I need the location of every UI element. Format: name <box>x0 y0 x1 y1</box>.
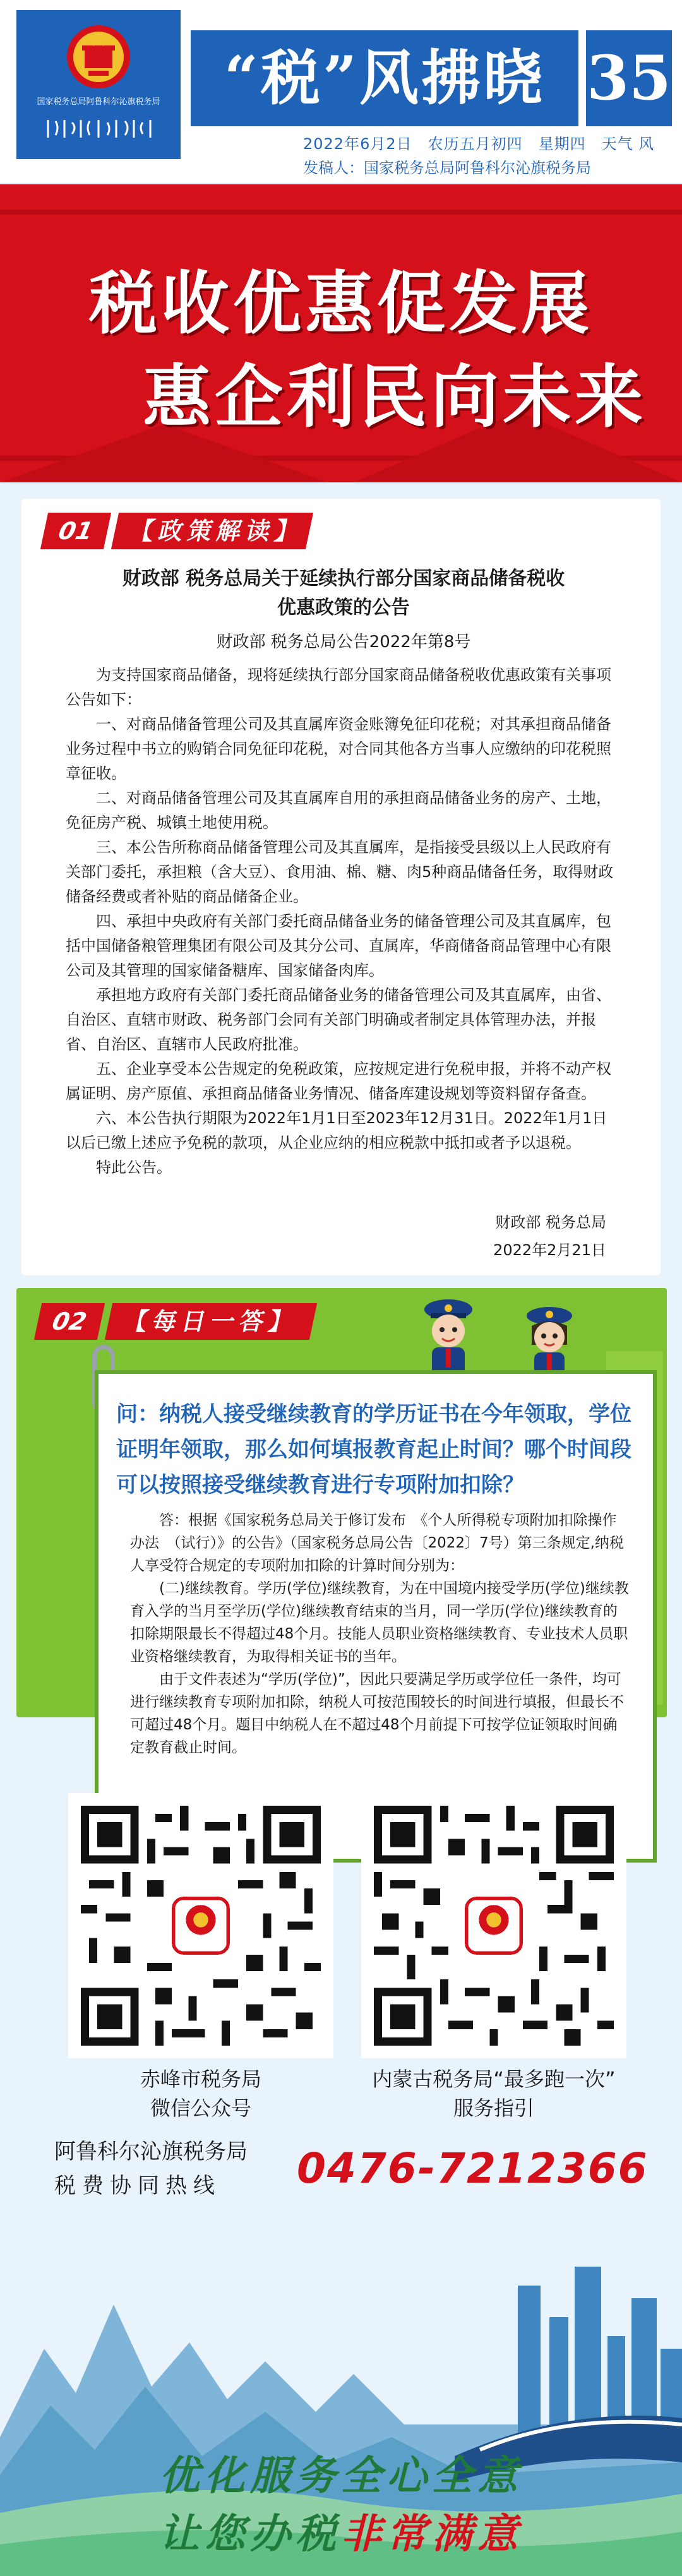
qa-question: 问：纳税人接受继续教育的学历证书在今年领取，学位证明年领取，那么如何填报教育起止时间？哪个时间段可以按照接受继续教育进行专项附加扣除？ <box>116 1402 631 1498</box>
issue-date: 2022年6月2日 农历五月初四 星期四 天气 风 <box>303 135 655 153</box>
qa-card <box>95 1370 657 1863</box>
policy-paragraph: 为支持国家商品储备，现将延续执行部分国家商品储备税收优惠政策有关事项公告如下： <box>66 666 611 708</box>
headline-line-1: 税收优惠促发展 <box>88 265 593 343</box>
qa-answer-paragraph: 答：根据《国家税务总局关于修订发布 《个人所得税专项附加扣除操作办法 （试行）》的公告》（国家税务总局公告〔2022〕7号）第三条规定,纳税人享受符合规定的专项附加扣除的计算时间分别为： <box>130 1512 624 1574</box>
qr-caption-line: 服务指引 <box>453 2096 534 2120</box>
publisher-line <box>303 155 676 177</box>
qr-card-service-guide <box>361 1793 626 2058</box>
policy-paragraph: 五、企业享受本公告规定的免税政策，应按规定进行免税申报，并将不动产权属证明、房产原值、承担商品储备业务情况、储备库建设规划等资料留存备查。 <box>66 1060 611 1102</box>
section-tag <box>38 1303 341 1340</box>
tax-bureau-logo <box>16 10 181 159</box>
section-number: 01 <box>40 513 111 549</box>
logo-caption: 国家税务总局阿鲁科尔沁旗税务局 <box>37 97 160 107</box>
hotline-label: 税费协同热线 <box>54 2173 221 2198</box>
document-title-line-2: 优惠政策的公告 <box>277 597 410 619</box>
masthead <box>0 0 682 183</box>
column-title: “税”风拂晓 <box>224 44 546 113</box>
qr-caption-line: 赤峰市税务局 <box>140 2067 261 2091</box>
signing-organization: 财政部 税务总局 <box>495 1213 606 1231</box>
qr-card-wechat <box>68 1793 333 2058</box>
document-title-line-1: 财政部 税务总局关于延续执行部分国家商品储备税收 <box>122 568 565 590</box>
qr-caption-service-guide <box>361 2065 626 2123</box>
section-number: 02 <box>34 1303 105 1340</box>
hotline-number[interactable]: 0476-7212366 <box>297 2144 649 2193</box>
policy-text <box>66 663 621 1180</box>
publisher-label: 发稿人： <box>303 159 364 177</box>
policy-paragraph: 三、本公告所称商品储备管理公司及其直属库，是指接受县级以上人民政府有关部门委托，承担粮（含大豆）、食用油、棉、糖、肉5种商品储备任务，取得财政储备经费或者补贴的商品储备企业。 <box>66 838 614 905</box>
qr-caption-wechat <box>68 2065 333 2123</box>
bureau-name: 阿鲁科尔沁旗税务局 <box>54 2139 248 2164</box>
qa-answer <box>130 1509 629 1759</box>
policy-paragraph: 四、承担中央政府有关部门委托商品储备业务的储备管理公司及其直属库，包括中国储备粮管理集团有限公司及其分公司、直属库，华商储备商品管理中心有限公司及其管理的国家储备糖库、国家储备肉库。 <box>66 912 611 979</box>
signing-date: 2022年2月21日 <box>493 1241 606 1259</box>
column-title-bar <box>191 30 578 126</box>
qa-answer-paragraph: 由于文件表述为“学历(学位)”，因此只要满足学历或学位任一条件，均可进行继续教育专项附加扣除，纳税人可按范围较长的时间进行填报，但最长不可超过48个月。题目中纳税人在不超过48个月前提下可按学位证领取时间确定教育截止时间。 <box>130 1671 624 1756</box>
policy-paragraph: 特此公告。 <box>96 1159 172 1176</box>
publisher-name: 国家税务总局阿鲁科尔沁旗税务局 <box>364 159 591 177</box>
national-emblem-icon <box>66 24 131 90</box>
headline-line-2: 惠企利民向未来 <box>142 358 647 437</box>
section-label: 【每日一答】 <box>105 1303 317 1340</box>
qr-code-icon <box>81 1806 321 2046</box>
qa-answer-paragraph: (二)继续教育。学历(学位)继续教育，为在中国境内接受学历(学位)继续教育入学的当月至学历(学位)继续教育结束的当月，同一学历(学位)继续教育的扣除期限最长不得超过48个月。技能人员职业资格继续教育、专业技术人员职业资格继续教育，为取得相关证书的当年。 <box>130 1580 629 1665</box>
policy-paragraph: 六、本公告执行期限为2022年1月1日至2023年12月31日。2022年1月1日以后已缴上述应予免税的款项，从企业应纳的相应税款中抵扣或者予以退税。 <box>66 1109 607 1152</box>
qr-code-icon <box>374 1806 614 2046</box>
slogan-part: 让您办税 <box>159 2511 341 2558</box>
document-number: 财政部 税务总局公告2022年第8号 <box>216 633 471 652</box>
slogan-emphasis: 非常满意 <box>341 2511 523 2558</box>
mongolian-script-mark <box>42 116 155 141</box>
qr-caption-line: 内蒙古税务局“最多跑一次” <box>372 2067 616 2091</box>
policy-paragraph: 一、对商品储备管理公司及其直属库资金账簿免征印花税；对其承担商品储备业务过程中书立的购销合同免征印花税，对合同其他各方当事人应缴纳的印花税照章征收。 <box>66 715 611 782</box>
slogan-line-2 <box>0 2501 682 2560</box>
issue-number: 35 <box>586 30 672 126</box>
policy-paragraph: 二、对商品储备管理公司及其直属库自用的承担商品储备业务的房产、土地，免征房产税、城镇土地使用税。 <box>66 789 611 832</box>
policy-section <box>21 499 661 1275</box>
headline-banner <box>0 184 682 482</box>
section-tag <box>44 513 309 549</box>
policy-paragraph: 承担地方政府有关部门委托商品储备业务的储备管理公司及其直属库，由省、自治区、直辖市财政、税务部门会同有关部门明确或者制定具体管理办法，并报省、自治区、直辖市人民政府批准。 <box>66 986 611 1053</box>
qr-caption-line: 微信公众号 <box>150 2096 251 2120</box>
slogan-line-1: 优化服务全心全意 <box>159 2453 523 2500</box>
section-label: 【政策解读】 <box>111 513 313 549</box>
